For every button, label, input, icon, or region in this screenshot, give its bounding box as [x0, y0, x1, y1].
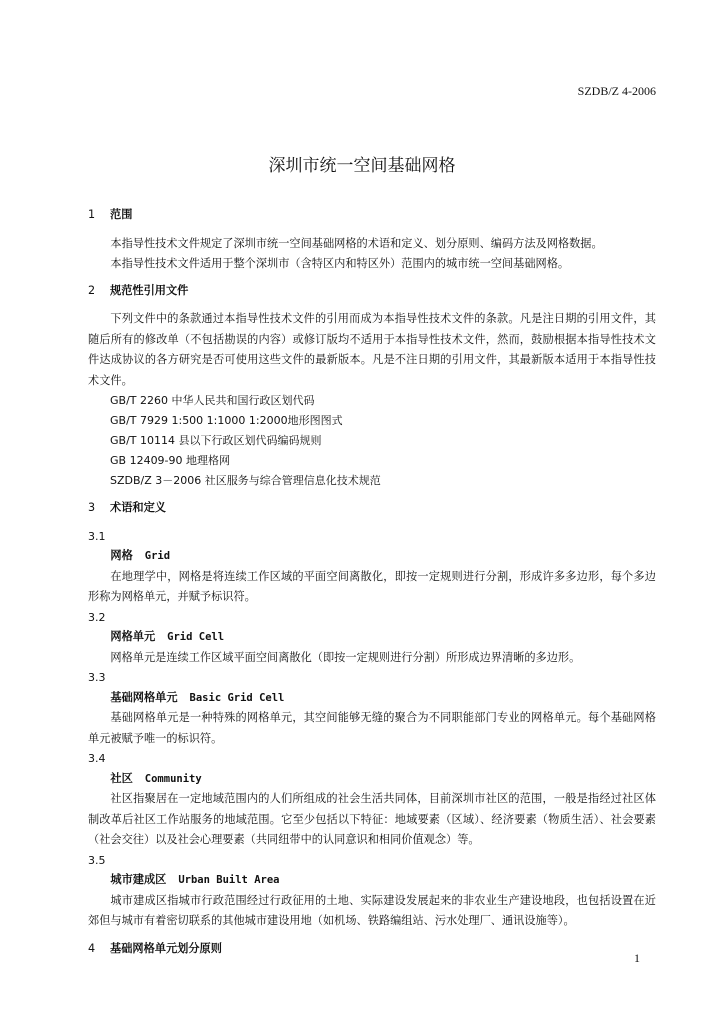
section-1-paragraph: 本指导性技术文件适用于整个深圳市（含特区内和特区外）范围内的城市统一空间基础网格。 [110, 257, 570, 270]
clause-number: 3.2 [88, 610, 106, 624]
term-zh: 基础网格单元 [110, 690, 178, 704]
clause-number: 3.3 [88, 671, 106, 684]
term-definition: 基础网格单元是一种特殊的网格单元，其空间能够无缝的聚合为不同职能部门专业的网格单元。每个基础网格单元被赋予唯一的标识符。 [88, 711, 656, 745]
document-title: 深圳市统一空间基础网格 [268, 156, 456, 176]
section-title: 基础网格单元划分原则 [110, 941, 222, 955]
term-zh: 网格 [110, 549, 133, 562]
reference-item: GB/T 7929 1:500 1:1000 1:2000地形图图式 [110, 414, 343, 427]
section-number: 4 [88, 941, 96, 955]
term-heading [88, 870, 656, 891]
clause-number: 3.1 [88, 529, 106, 543]
term-zh: 社区 [110, 771, 133, 785]
reference-item: SZDB/Z 3－2006 社区服务与综合管理信息化技术规范 [110, 474, 381, 487]
section-4-heading [88, 939, 656, 960]
term-definition: 社区指聚居在一定地域范围内的人们所组成的社会生活共同体，目前深圳市社区的范围，一般是指经过社区体制改革后社区工作站服务的地域范围。它至少包括以下特征：地域要素（区域）、经济要素（物质生活）、社会要素（社会交往）以及社会心理要素（共同纽带中的认同意识和相同价值观念）等。 [88, 792, 656, 846]
term-heading [88, 546, 656, 567]
term-zh: 城市建成区 [110, 873, 167, 886]
page-number: 1 [634, 951, 640, 965]
term-heading [88, 627, 656, 648]
term-heading [88, 688, 656, 709]
section-title: 规范性引用文件 [110, 283, 189, 297]
term-zh: 网格单元 [110, 630, 156, 643]
reference-item: GB/T 2260 中华人民共和国行政区划代码 [110, 394, 315, 407]
section-number: 3 [88, 501, 96, 514]
clause-number: 3.5 [88, 853, 106, 867]
term-heading [88, 769, 656, 790]
section-title: 术语和定义 [110, 501, 166, 514]
section-1-heading [88, 205, 656, 226]
term-en: Grid [144, 550, 171, 562]
term-en: Basic Grid Cell [189, 691, 285, 704]
term-en: Community [144, 772, 202, 785]
section-title: 范围 [110, 208, 133, 221]
term-definition: 在地理学中，网格是将连续工作区域的平面空间离散化，即按一定规则进行分割，形成许多多边形，每个多边形称为网格单元，并赋予标识符。 [88, 569, 656, 603]
section-2-paragraph: 下列文件中的条款通过本指导性技术文件的引用而成为本指导性技术文件的条款。凡是注日期的引用文件，其随后所有的修改单（不包括勘误的内容）或修订版均不适用于本指导性技术文件，然而，鼓励根据本指导性技术文件达成协议的各方研究是否可使用这些文件的最新版本。凡是不注日期的引用文件，其最新版本适用于本指导性技术文件。 [88, 312, 656, 387]
section-3-heading [88, 498, 656, 519]
clause-number: 3.4 [88, 752, 106, 765]
reference-list [88, 391, 656, 491]
section-2-heading [88, 281, 656, 302]
section-number: 1 [88, 208, 96, 221]
term-en: Urban Built Area [178, 874, 280, 886]
reference-item: GB/T 10114 县以下行政区划代码编码规则 [110, 434, 322, 447]
section-1-paragraph: 本指导性技术文件规定了深圳市统一空间基础网格的术语和定义、划分原则、编码方法及网格数据。 [110, 236, 603, 250]
term-definition: 城市建成区指城市行政范围经过行政征用的土地、实际建设发展起来的非农业生产建设地段，也包括设置在近郊但与城市有着密切联系的其他城市建设用地（如机场、铁路编组站、污水处理厂、通讯设施等）。 [88, 893, 656, 927]
standard-code: SZDB/Z 4-2006 [577, 84, 656, 98]
term-definition: 网格单元是连续工作区域平面空间离散化（即按一定规则进行分割）所形成边界清晰的多边形。 [110, 650, 581, 664]
reference-item: GB 12409-90 地理格网 [110, 454, 231, 467]
document-body [88, 205, 656, 967]
section-number: 2 [88, 283, 96, 297]
term-en: Grid Cell [167, 631, 225, 643]
